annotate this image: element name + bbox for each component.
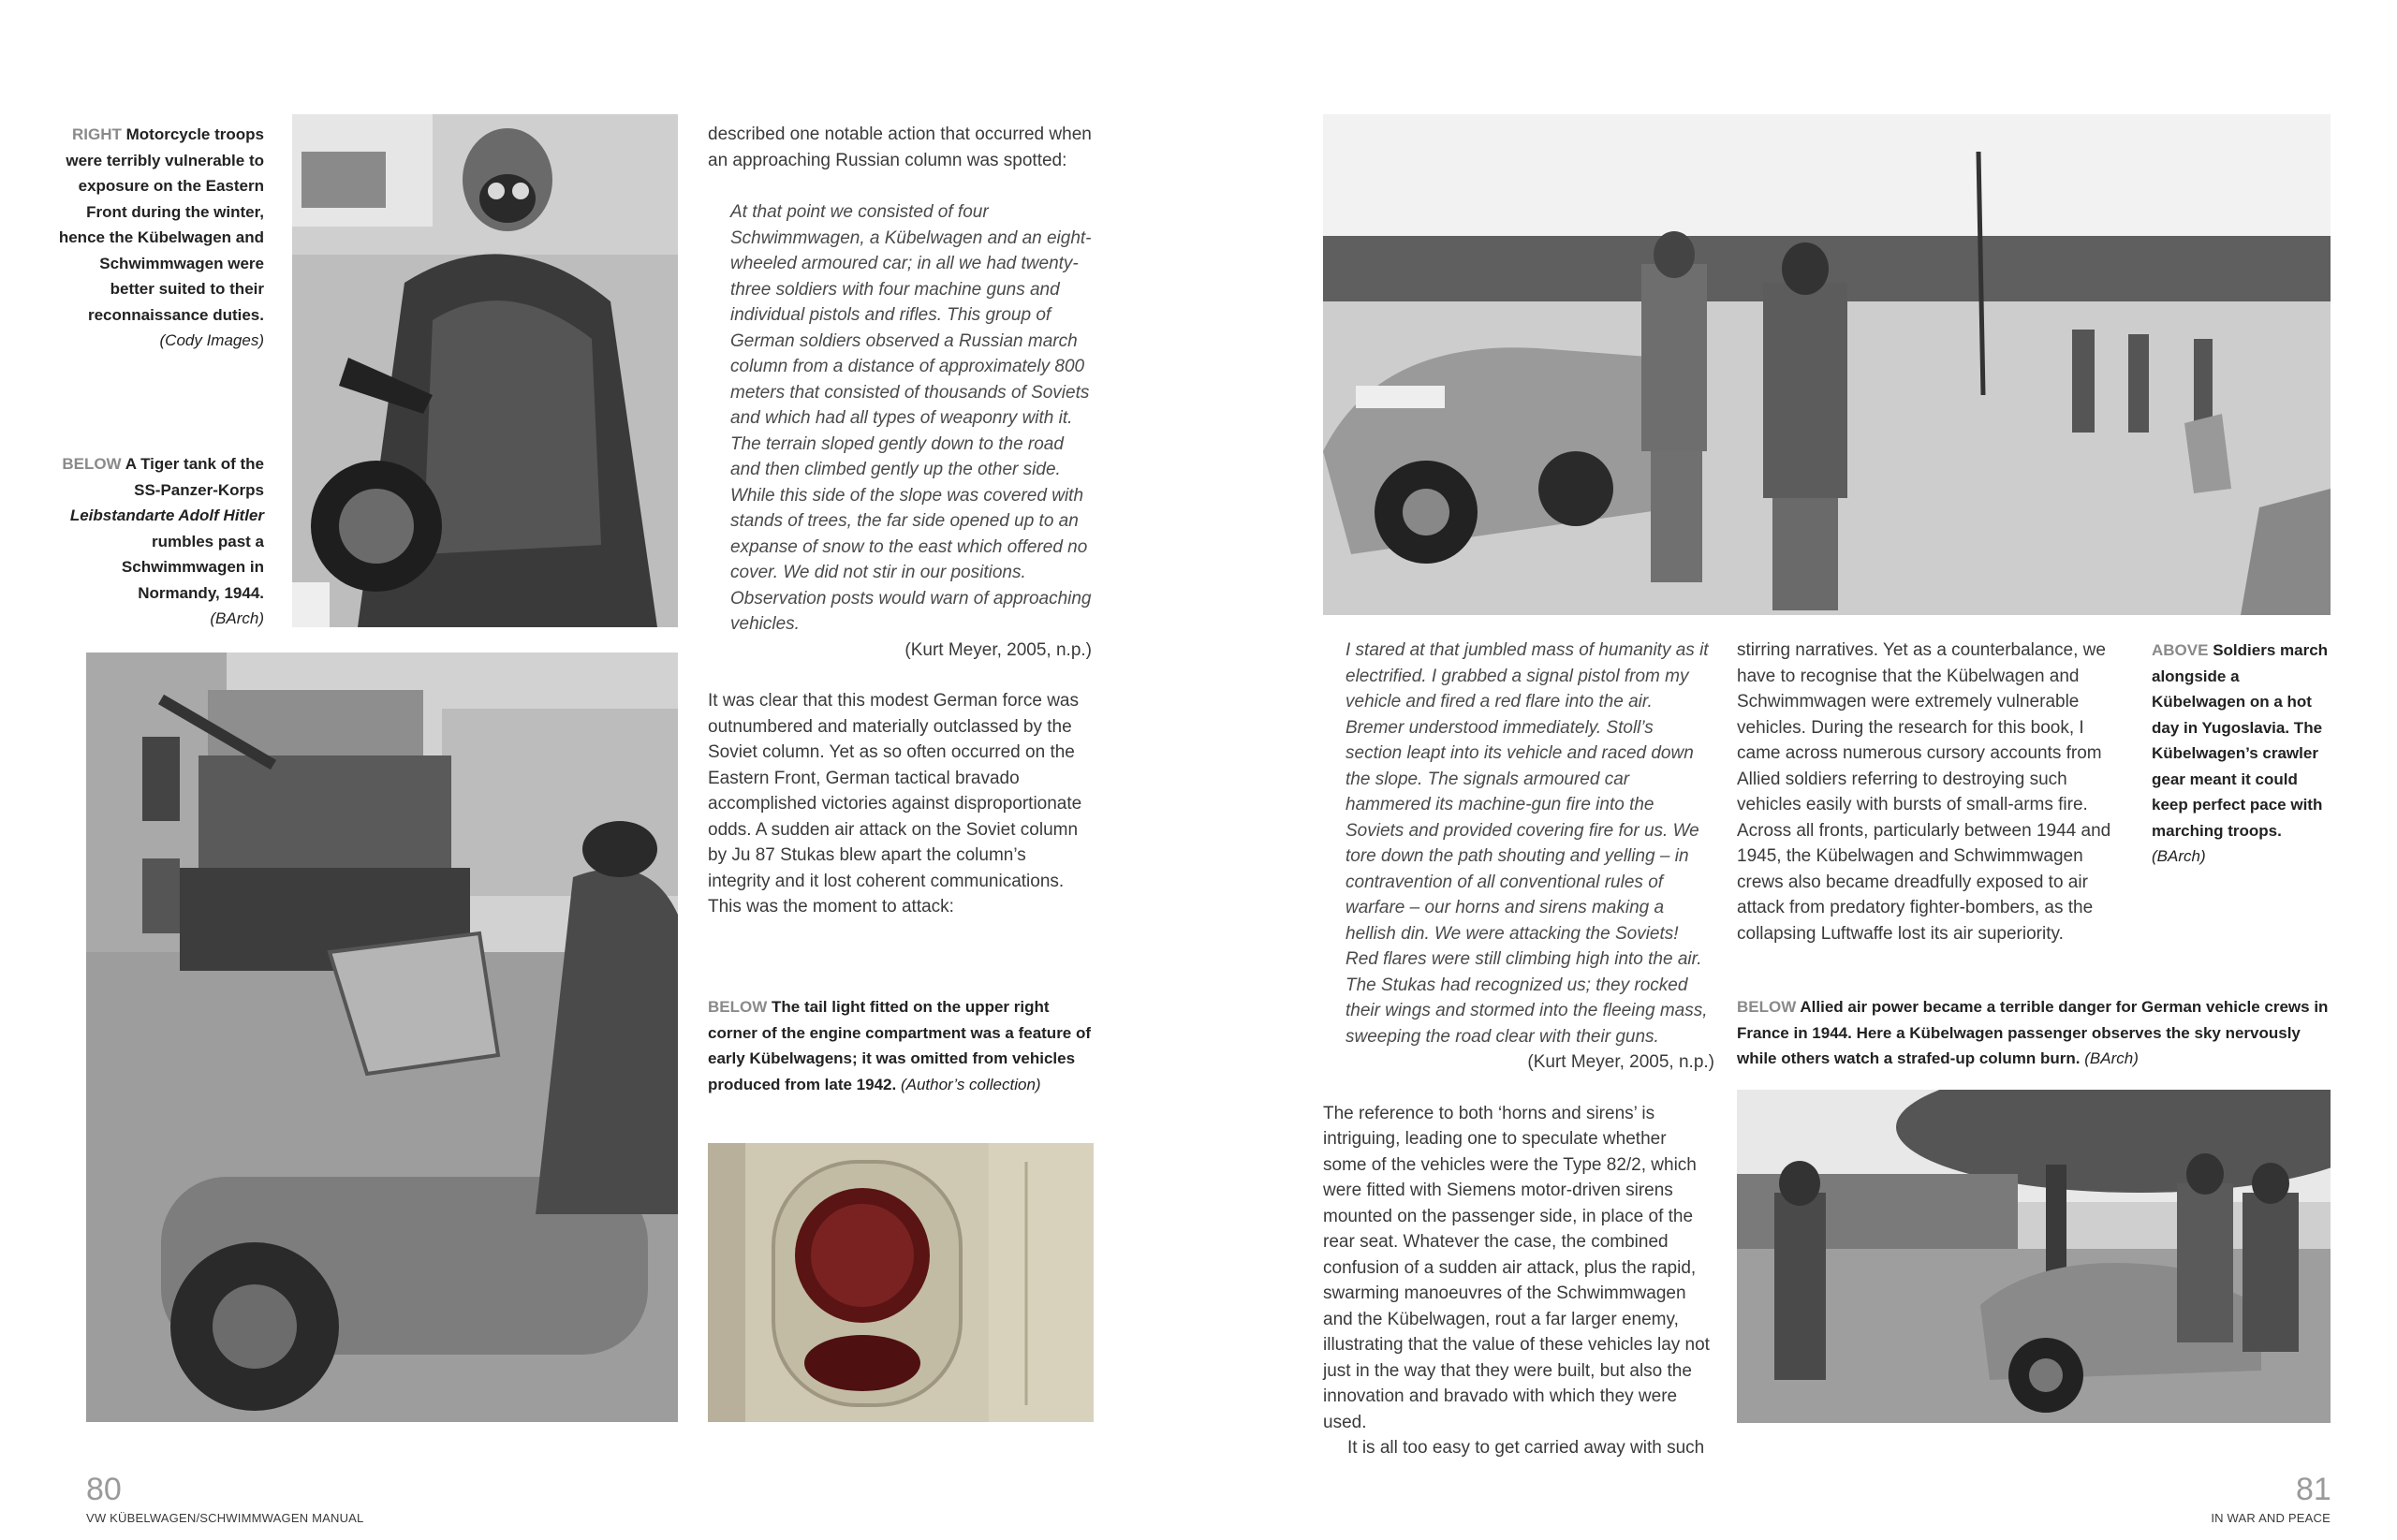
- photo-soldiers-kubelwagen: [1323, 114, 2331, 615]
- caption-tiger-tank: [56, 451, 264, 632]
- caption-air-power: [1737, 994, 2331, 1072]
- right-text-column: [1737, 638, 2125, 946]
- running-head-right: IN WAR AND PEACE: [2211, 1511, 2331, 1525]
- photo-kubelwagen-tree: [1737, 1090, 2331, 1423]
- quote-attribution: (Kurt Meyer, 2005, n.p.): [904, 639, 1092, 660]
- left-text-column: [708, 122, 1092, 920]
- caption-motorcycle: [56, 122, 264, 354]
- caption-keyword: ABOVE: [2152, 641, 2209, 659]
- photo-motorcycle-soldier: [292, 114, 678, 627]
- caption-tail-light: [708, 994, 1092, 1097]
- page-number-right: 81: [2296, 1472, 2331, 1507]
- caption-keyword: RIGHT: [72, 125, 122, 143]
- body-paragraph-3: stirring narratives. Yet as a counterbalance, we have to recognise that the Kübelwagen and Schwimmwagen were extremely vulnerable vehicles. During the research for this book, I came across numerous cursory accounts from Allied soldiers referring to destroying such vehicles easily with bursts of small-arms fire. Across all fronts, particularly between 1944 and 1945, the Kübelwagen and Schwimmwagen crews also became dreadfully exposed to air attack from predatory fighter-bombers, as the collapsing Luftwaffe lost its air superiority.: [1737, 640, 2111, 944]
- caption-above: [2152, 638, 2334, 870]
- caption-keyword: BELOW: [1737, 998, 1797, 1016]
- caption-text: A Tiger tank of the SS-Panzer-Korps: [125, 455, 264, 499]
- caption-text: rumbles past a Schwimmwagen in Normandy, 1944.: [121, 532, 264, 602]
- photo-tiger-schwimmwagen: [86, 653, 678, 1422]
- caption-keyword: BELOW: [708, 998, 768, 1016]
- intro-text: described one notable action that occurred when an approaching Russian column was spotted:: [708, 125, 1092, 170]
- caption-text: Motorcycle troops were terribly vulnerable to exposure on the Eastern Front during the winter, hence the Kübelwagen and Schwimmwagen were better suited to their reconnaissance duties.: [58, 125, 264, 324]
- caption-text: Allied air power became a terrible danger for German vehicle crews in France in 1944. Here a Kübelwagen passenger observes the sky nervously while others watch a strafed-up column burn.: [1737, 998, 2329, 1067]
- caption-credit: (Cody Images): [159, 331, 264, 349]
- photo-tail-light: [708, 1143, 1094, 1422]
- caption-keyword: BELOW: [62, 455, 122, 473]
- caption-credit: (Author’s collection): [900, 1075, 1041, 1093]
- caption-text: Soldiers march alongside a Kübelwagen on a hot day in Yugoslavia. The Kübelwagen’s crawler gear meant it could keep perfect pace with marching troops.: [2152, 641, 2329, 840]
- caption-credit: (BArch): [2084, 1049, 2139, 1067]
- body-paragraph-2: It is all too easy to get carried away with such: [1347, 1438, 1705, 1458]
- page-number-left: 80: [86, 1472, 122, 1507]
- caption-text-italic: Leibstandarte Adolf Hitler: [69, 506, 264, 524]
- quote-attribution: (Kurt Meyer, 2005, n.p.): [1527, 1052, 1714, 1072]
- right-quote-block: [1323, 638, 1714, 1461]
- quote-text: I stared at that jumbled mass of humanity as it electrified. I grabbed a signal pistol from my vehicle and fired a red flare into the air. Bremer understood immediately. Stoll’s section leapt into its vehicle and raced down the slope. The signals armoured car hammered its machine-gun fire into the Soviets and provided covering fire for us. We tore down the path shouting and yelling – in contravention of all conventional rules of warfare – our horns and sirens making a hellish din. We were attacking the Soviets! Red flares were still climbing high into the air. The Stukas had recognized us; they rocked their wings and stormed into the fleeing mass, sweeping the road clear with their guns.: [1346, 640, 1709, 1047]
- body-paragraph: It was clear that this modest German force was outnumbered and materially outclassed by the Soviet column. Yet as so often occurred on the Eastern Front, German tactical bravado accomplished victories against disproportionate odds. A sudden air attack on the Soviet column by Ju 87 Stukas blew apart the column’s integrity and it lost coherent communications. This was the moment to attack:: [708, 691, 1082, 917]
- body-paragraph-1: The reference to both ‘horns and sirens’ is intriguing, leading one to speculate whether some of the vehicles were the Type 82/2, which were fitted with Siemens motor-driven sirens mounted on the passenger side, in place of the rear seat. Whatever the case, the combined confusion of a sudden air attack, plus the rapid, swarming manoeuvres of the Schwimmwagen and the Kübelwagen, rout a far larger enemy, illustrating that the value of these vehicles lay not just in the way that they were built, but also the innovation and bravado with which they were used.: [1323, 1103, 1710, 1432]
- running-head-left: VW KÜBELWAGEN/SCHWIMMWAGEN MANUAL: [86, 1511, 364, 1525]
- caption-credit: (BArch): [2152, 847, 2206, 865]
- caption-credit: (BArch): [210, 609, 264, 627]
- quote-text: At that point we consisted of four Schwimmwagen, a Kübelwagen and an eight-wheeled armoured car; in all we had twenty-three soldiers with four machine guns and individual pistols and rifles. This group of German soldiers observed a Russian march column from a distance of approximately 800 meters that consisted of thousands of Soviets and which had all types of weaponry with it. The terrain sloped gently down to the road and then climbed gently up the other side. While this side of the slope was covered with stands of trees, the far side opened up to an expanse of snow to the east which offered no cover. We did not stir in our positions. Observation posts would warn of approaching vehicles.: [730, 202, 1092, 634]
- quote-block: [708, 199, 1092, 663]
- caption-text: The tail light fitted on the upper right corner of the engine compartment was a feature of early Kübelwagens; it was omitted from vehicles produced from late 1942.: [708, 998, 1092, 1093]
